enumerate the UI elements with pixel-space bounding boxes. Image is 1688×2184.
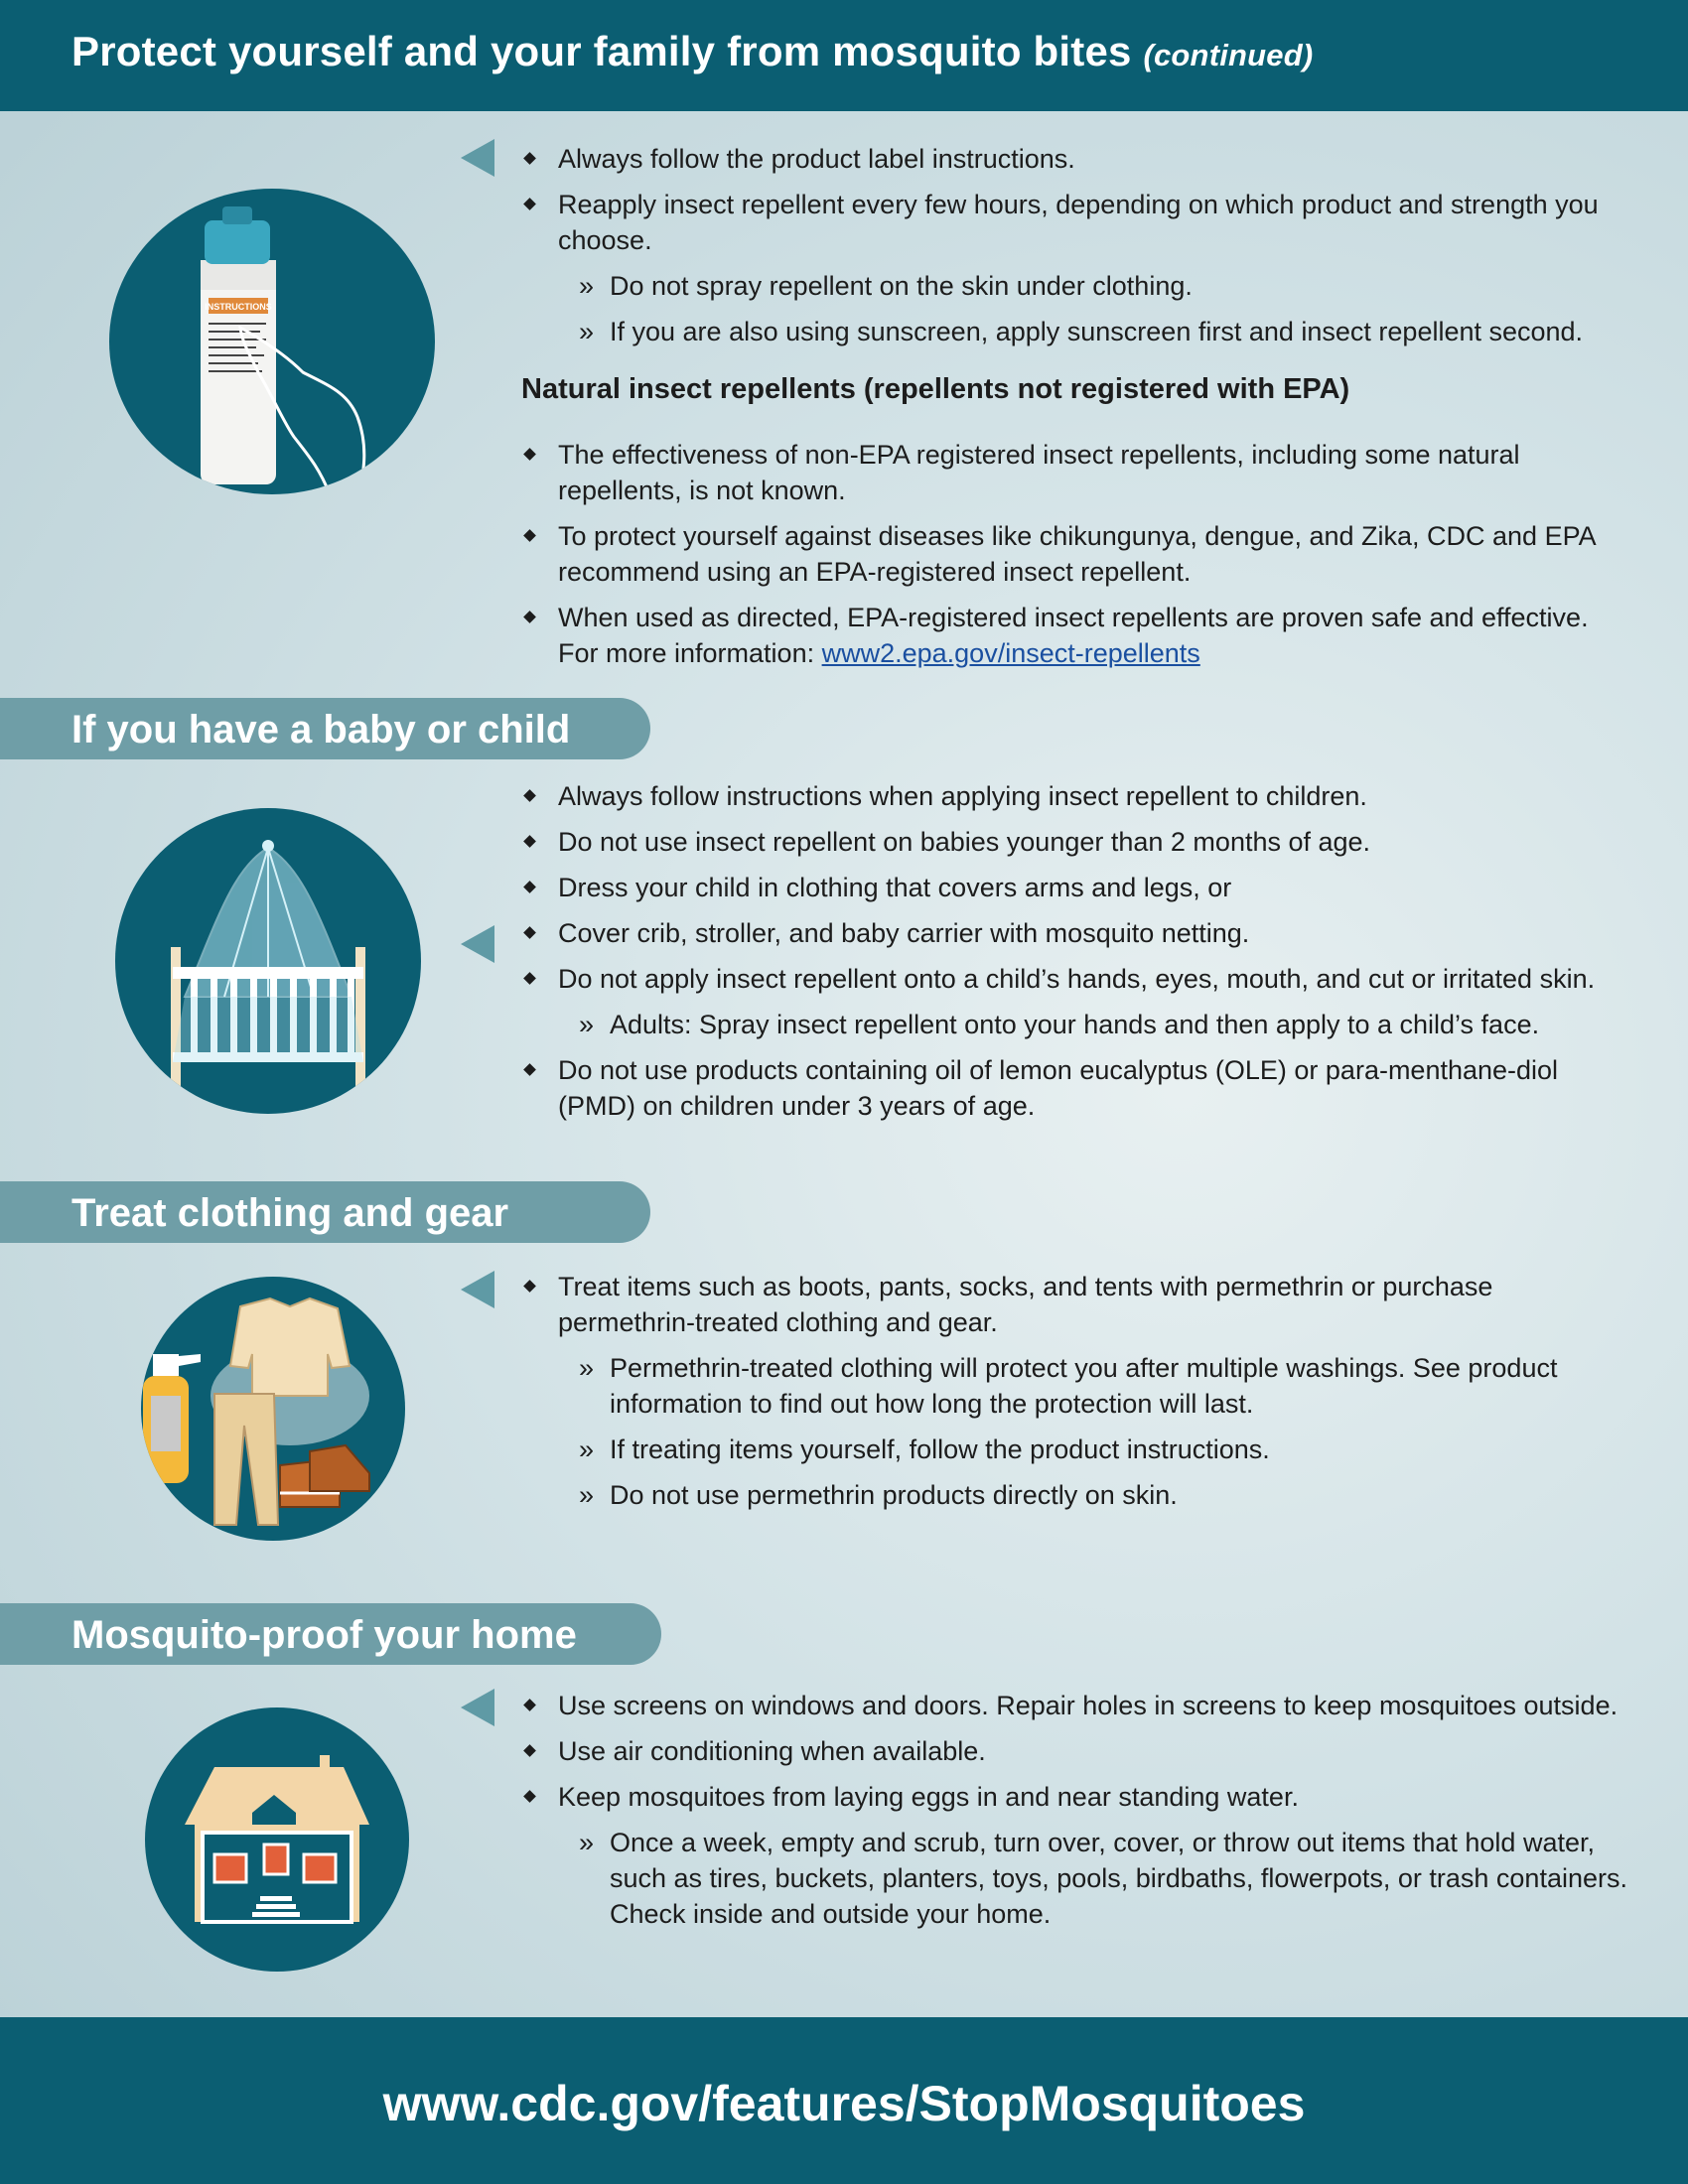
page-footer [0,2017,1688,2184]
crib-with-netting-icon [115,808,421,1114]
page-title-continued: (continued) [1143,38,1314,72]
repellent-spray-can-icon [109,189,435,494]
list-subitem: » Do not use permethrin products directly on skin. [521,1477,1633,1513]
list-item: Do not use insect repellent on babies younger than 2 months of age. [521,824,1633,860]
list-item [521,600,1633,671]
list-subitem: » Adults: Spray insect repellent onto your hands and then apply to a child’s face. [521,1007,1633,1042]
home-list [521,1688,1633,1942]
list-subitem: » If treating items yourself, follow the product instructions. [521,1432,1633,1467]
section-heading-text: Mosquito-proof your home [71,1613,577,1657]
page-header [0,0,1688,111]
natural-repellents-subheading: Natural insect repellents (repellents not registered with EPA) [521,373,1350,405]
list-item: Use screens on windows and doors. Repair holes in screens to keep mosquitoes outside. [521,1688,1633,1723]
list-item: Treat items such as boots, pants, socks, and tents with permethrin or purchase permethrin-treated clothing and gear. [521,1269,1633,1340]
natural-repellents-list [521,437,1633,681]
list-item: Always follow the product label instructions. [521,141,1633,177]
list-subitem: » Once a week, empty and scrub, turn over, cover, or throw out items that hold water, such as tires, buckets, planters, toys, pools, birdbaths, flowerpots, or trash containers. Check inside and outside your home. [521,1825,1633,1932]
cdc-stop-mosquitoes-link[interactable]: www.cdc.gov/features/StopMosquitoes [382,2076,1306,2131]
list-subitem: » Do not spray repellent on the skin under clothing. [521,268,1633,304]
list-item: Always follow instructions when applying insect repellent to children. [521,778,1633,814]
list-item: Reapply insect repellent every few hours, depending on which product and strength you choose. [521,187,1633,258]
permethrin-clothing-gear-icon [141,1277,405,1541]
svg-text:INSTRUCTIONS: INSTRUCTIONS [205,302,272,312]
list-item: Do not use products containing oil of lemon eucalyptus (OLE) or para-menthane-diol (PMD) on children under 3 years of age. [521,1052,1633,1124]
section-heading-text: If you have a baby or child [71,708,571,751]
page-title-text: Protect yourself and your family from mosquito bites [71,28,1132,74]
epa-repellents-link[interactable]: www2.epa.gov/insect-repellents [821,638,1200,668]
section2-pointer-arrow [461,925,494,963]
house-icon [145,1707,409,1972]
list-item: The effectiveness of non-EPA registered insect repellents, including some natural repellents, is not known. [521,437,1633,508]
clothing-gear-list [521,1269,1633,1523]
section-heading-text: Treat clothing and gear [71,1191,509,1235]
section1-pointer-arrow [461,139,494,177]
section-heading-home [0,1603,661,1665]
repellent-usage-list [521,141,1633,359]
list-item: Dress your child in clothing that covers arms and legs, or [521,870,1633,905]
section3-pointer-arrow [461,1271,494,1308]
list-item: Keep mosquitoes from laying eggs in and near standing water. [521,1779,1633,1815]
section-heading-baby [0,698,650,759]
page-title [71,28,1313,75]
baby-child-list [521,778,1633,1134]
list-item: To protect yourself against diseases like chikungunya, dengue, and Zika, CDC and EPA recommend using an EPA-registered insect repellent. [521,518,1633,590]
list-item-text: When used as directed, EPA-registered insect repellents are proven safe and effective. For more information: [558,603,1589,668]
list-subitem: » If you are also using sunscreen, apply sunscreen first and insect repellent second. [521,314,1633,349]
list-item: Cover crib, stroller, and baby carrier with mosquito netting. [521,915,1633,951]
list-item: Use air conditioning when available. [521,1733,1633,1769]
section4-pointer-arrow [461,1689,494,1726]
list-subitem: » Permethrin-treated clothing will protect you after multiple washings. See product information to find out how long the protection will last. [521,1350,1633,1422]
section-heading-clothing [0,1181,650,1243]
list-item: Do not apply insect repellent onto a child’s hands, eyes, mouth, and cut or irritated skin. [521,961,1633,997]
